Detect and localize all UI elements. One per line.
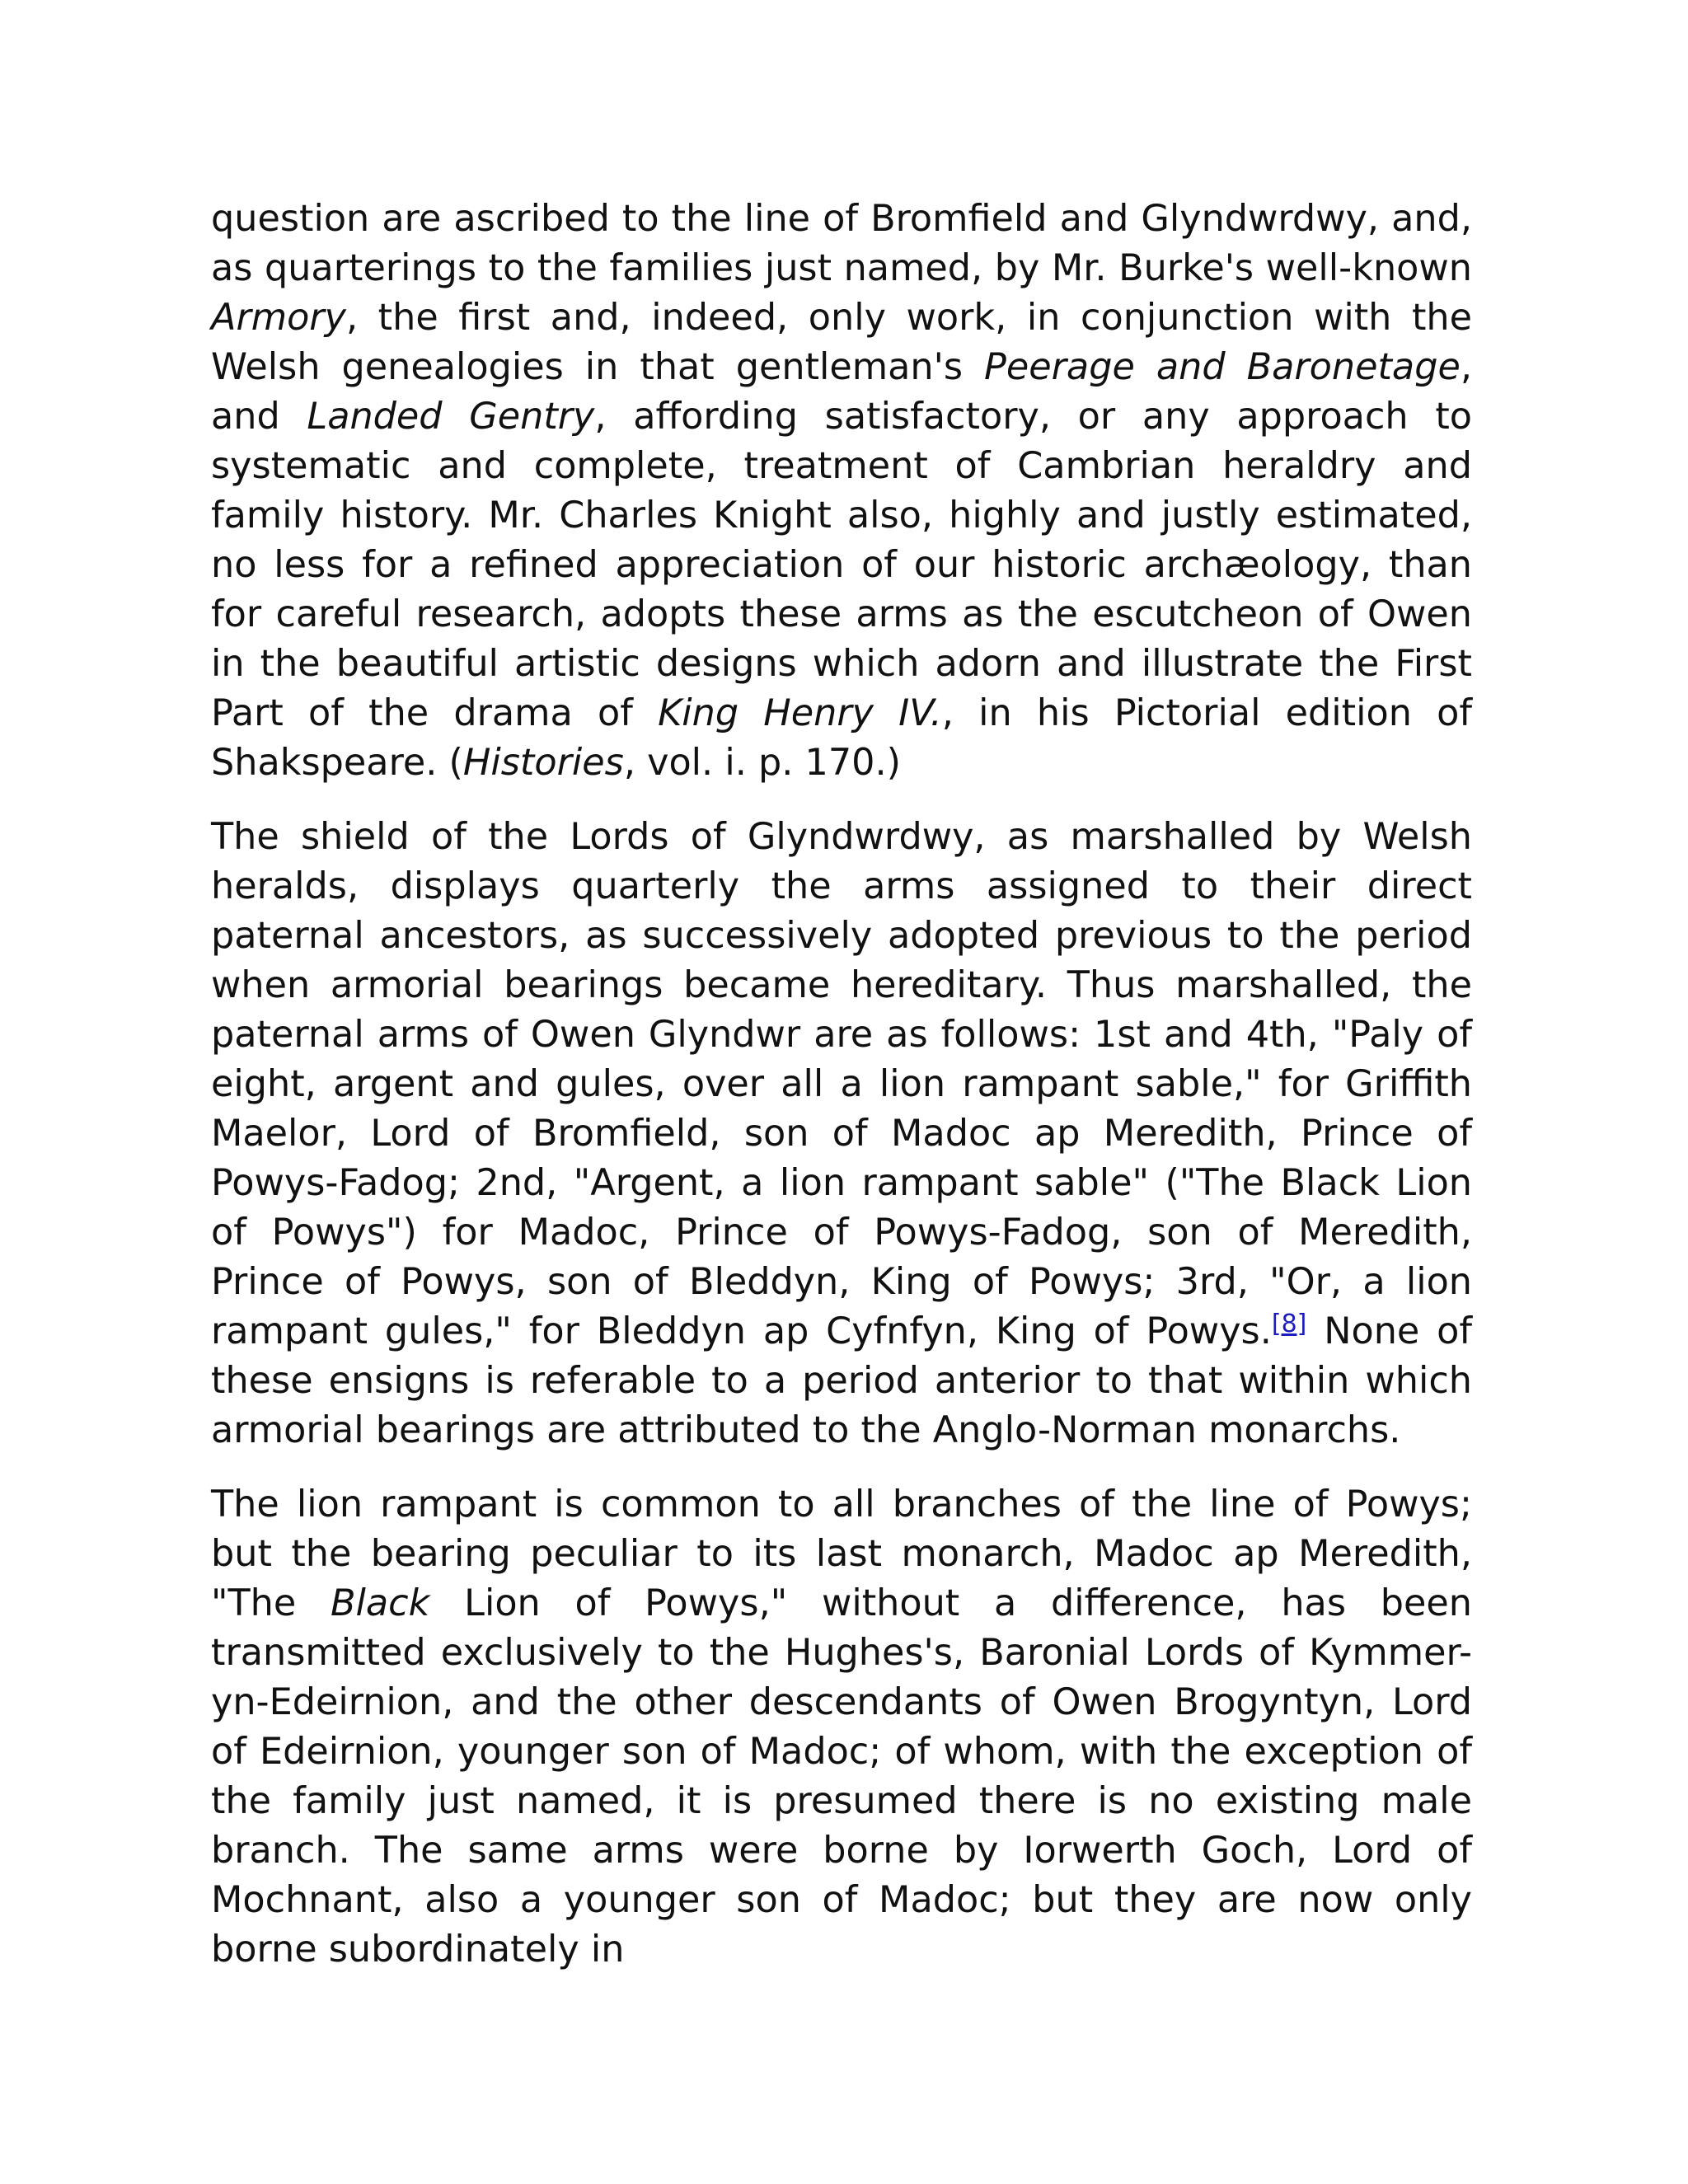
paragraph-text: , affording satisfactory, or any approach to systematic and complete, treatment of Cambrian heraldry and family history. Mr. Charles Knight also, highly and justly estimated, no less for a refined appreciation of our historic archæology, than for careful research, adopts these arms as the escutcheon of Owen in the beautiful artistic designs which adorn and illustrate the First Part of the drama of — [211, 396, 1472, 734]
book-title: Landed Gentry — [307, 396, 595, 438]
paragraph-text: , and — [211, 346, 1472, 438]
book-title: King Henry IV. — [658, 692, 942, 734]
paragraph-text: , vol. i. p. 170.) — [623, 742, 901, 784]
paragraph-text: None of these ensigns is referable to a period anterior to that within which armorial bearings are attributed to the Anglo-Norman monarchs. — [211, 1310, 1472, 1451]
paragraph-text: Lion of Powys," without a difference, has been transmitted exclusively to the Hughes's, Baronial Lords of Kymmer-yn-Edeirnion, and the other descendants of Owen Brogyntyn, Lord of Edeirnion, younger son of Madoc; of whom, with the exception of the family just named, it is presumed there is no existing male branch. The same arms were borne by Iorwerth Goch, Lord of Mochnant, also a younger son of Madoc; but they are now only borne subordinately in — [211, 1582, 1472, 1971]
footnote-link-8[interactable]: [8] — [1271, 1310, 1307, 1338]
paragraph-text: The lion rampant is common to all branches of the line of Powys; but the bearing peculiar to its last monarch, Madoc ap Meredith, "The — [211, 1483, 1472, 1624]
paragraph-text: question are ascribed to the line of Bromfield and Glyndwrdwy, and, as quarterings to the families just named, by Mr. Burke's well-known — [211, 198, 1472, 289]
paragraph-text: The shield of the Lords of Glyndwrdwy, as marshalled by Welsh heralds, displays quarterly the arms assigned to their direct paternal ancestors, as successively adopted previous to the period when armorial bearings became hereditary. Thus marshalled, the paternal arms of Owen Glyndwr are as follows: 1st and 4th, "Paly of eight, argent and gules, over all a lion rampant sable," for Griffith Maelor, Lord of Bromfield, son of Madoc ap Meredith, Prince of Powys-Fadog; 2nd, "Argent, a lion rampant sable" ("The Black Lion of Powys") for Madoc, Prince of Powys-Fadog, son of Meredith, Prince of Powys, son of Bleddyn, King of Powys; 3rd, "Or, a lion rampant gules," for Bleddyn ap Cyfnfyn, King of Powys. — [211, 816, 1472, 1352]
book-title: Peerage and Baronetage — [984, 346, 1461, 388]
paragraph-text: , in his Pictorial edition of Shakspeare. ( — [211, 692, 1472, 784]
book-title: Histories — [462, 742, 624, 784]
paragraph-2 — [211, 813, 1472, 1455]
document-page — [211, 194, 1472, 1999]
emphasized-word: Black — [331, 1582, 430, 1624]
paragraph-1 — [211, 194, 1472, 788]
book-title: Armory — [211, 297, 346, 339]
paragraph-3 — [211, 1480, 1472, 1975]
paragraph-text: , the first and, indeed, only work, in conjunction with the Welsh genealogies in that gentleman's — [211, 297, 1472, 388]
